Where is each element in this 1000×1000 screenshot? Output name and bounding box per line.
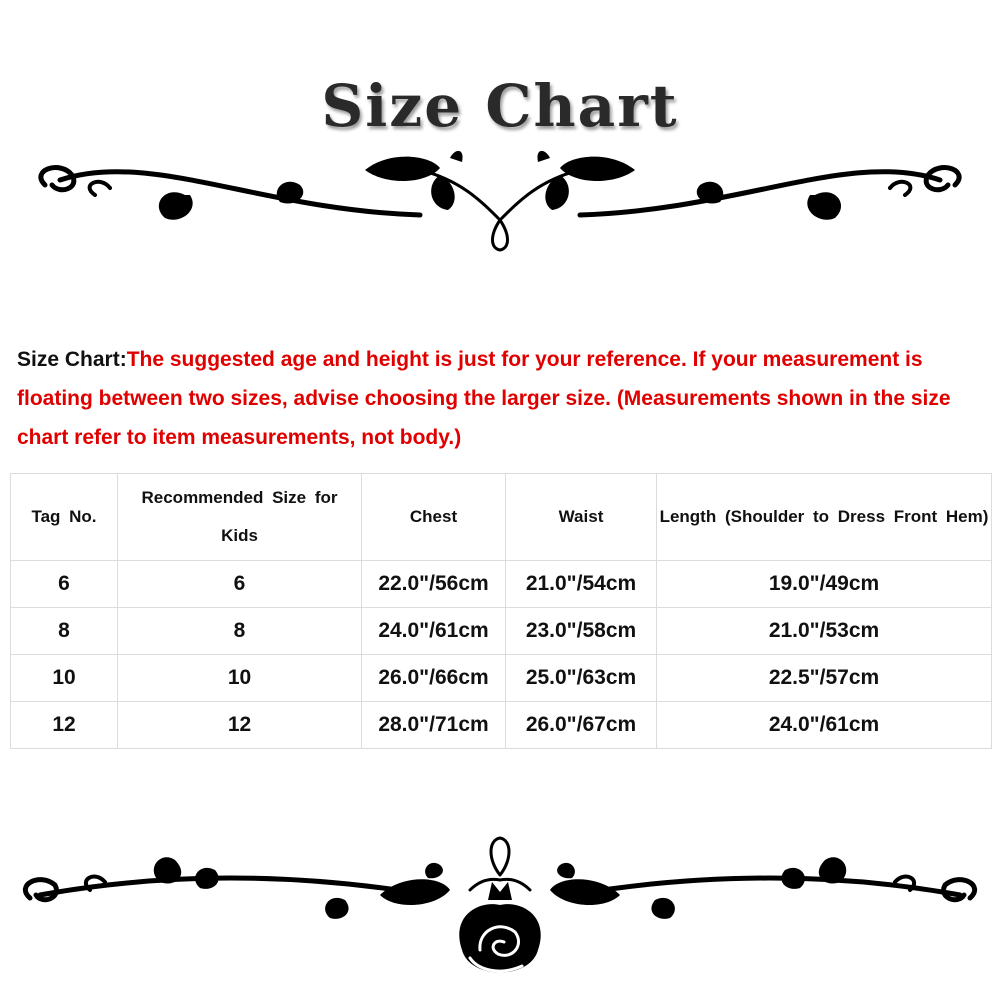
cell-tag-no: 6: [11, 561, 118, 608]
cell-waist: 25.0"/63cm: [506, 655, 657, 702]
cell-recommended-size: 12: [118, 702, 362, 749]
cell-chest: 26.0"/66cm: [362, 655, 506, 702]
table-row: [11, 561, 992, 608]
cell-tag-no: 10: [11, 655, 118, 702]
size-note-text: The suggested age and height is just for your reference. If your measurement is floating between two sizes, advise choosing the larger size. (Measurements shown in the size chart refer to item measurements, not body.): [17, 348, 951, 449]
cell-chest: 24.0"/61cm: [362, 608, 506, 655]
size-note: [17, 340, 992, 457]
cell-length: 22.5"/57cm: [657, 655, 992, 702]
cell-tag-no: 8: [11, 608, 118, 655]
header-tag-no: Tag No.: [11, 474, 118, 561]
cell-recommended-size: 8: [118, 608, 362, 655]
vine-divider-top: [0, 140, 1000, 260]
header-chest: Chest: [362, 474, 506, 561]
cell-recommended-size: 6: [118, 561, 362, 608]
cell-chest: 28.0"/71cm: [362, 702, 506, 749]
cell-recommended-size: 10: [118, 655, 362, 702]
page-title: Size Chart: [321, 72, 679, 140]
table-row: [11, 608, 992, 655]
table-row: [11, 702, 992, 749]
cell-tag-no: 12: [11, 702, 118, 749]
size-table: [10, 473, 992, 749]
header-length: Length (Shoulder to Dress Front Hem): [657, 474, 992, 561]
cell-length: 21.0"/53cm: [657, 608, 992, 655]
cell-waist: 21.0"/54cm: [506, 561, 657, 608]
cell-waist: 23.0"/58cm: [506, 608, 657, 655]
size-note-lead: Size Chart:: [17, 348, 127, 371]
table-header-row: [11, 474, 992, 561]
table-row: [11, 655, 992, 702]
cell-length: 19.0"/49cm: [657, 561, 992, 608]
header-waist: Waist: [506, 474, 657, 561]
cell-waist: 26.0"/67cm: [506, 702, 657, 749]
cell-chest: 22.0"/56cm: [362, 561, 506, 608]
cell-length: 24.0"/61cm: [657, 702, 992, 749]
header-recommended-size: Recommended Size for Kids: [118, 474, 362, 561]
rose-divider-bottom: [0, 830, 1000, 1000]
